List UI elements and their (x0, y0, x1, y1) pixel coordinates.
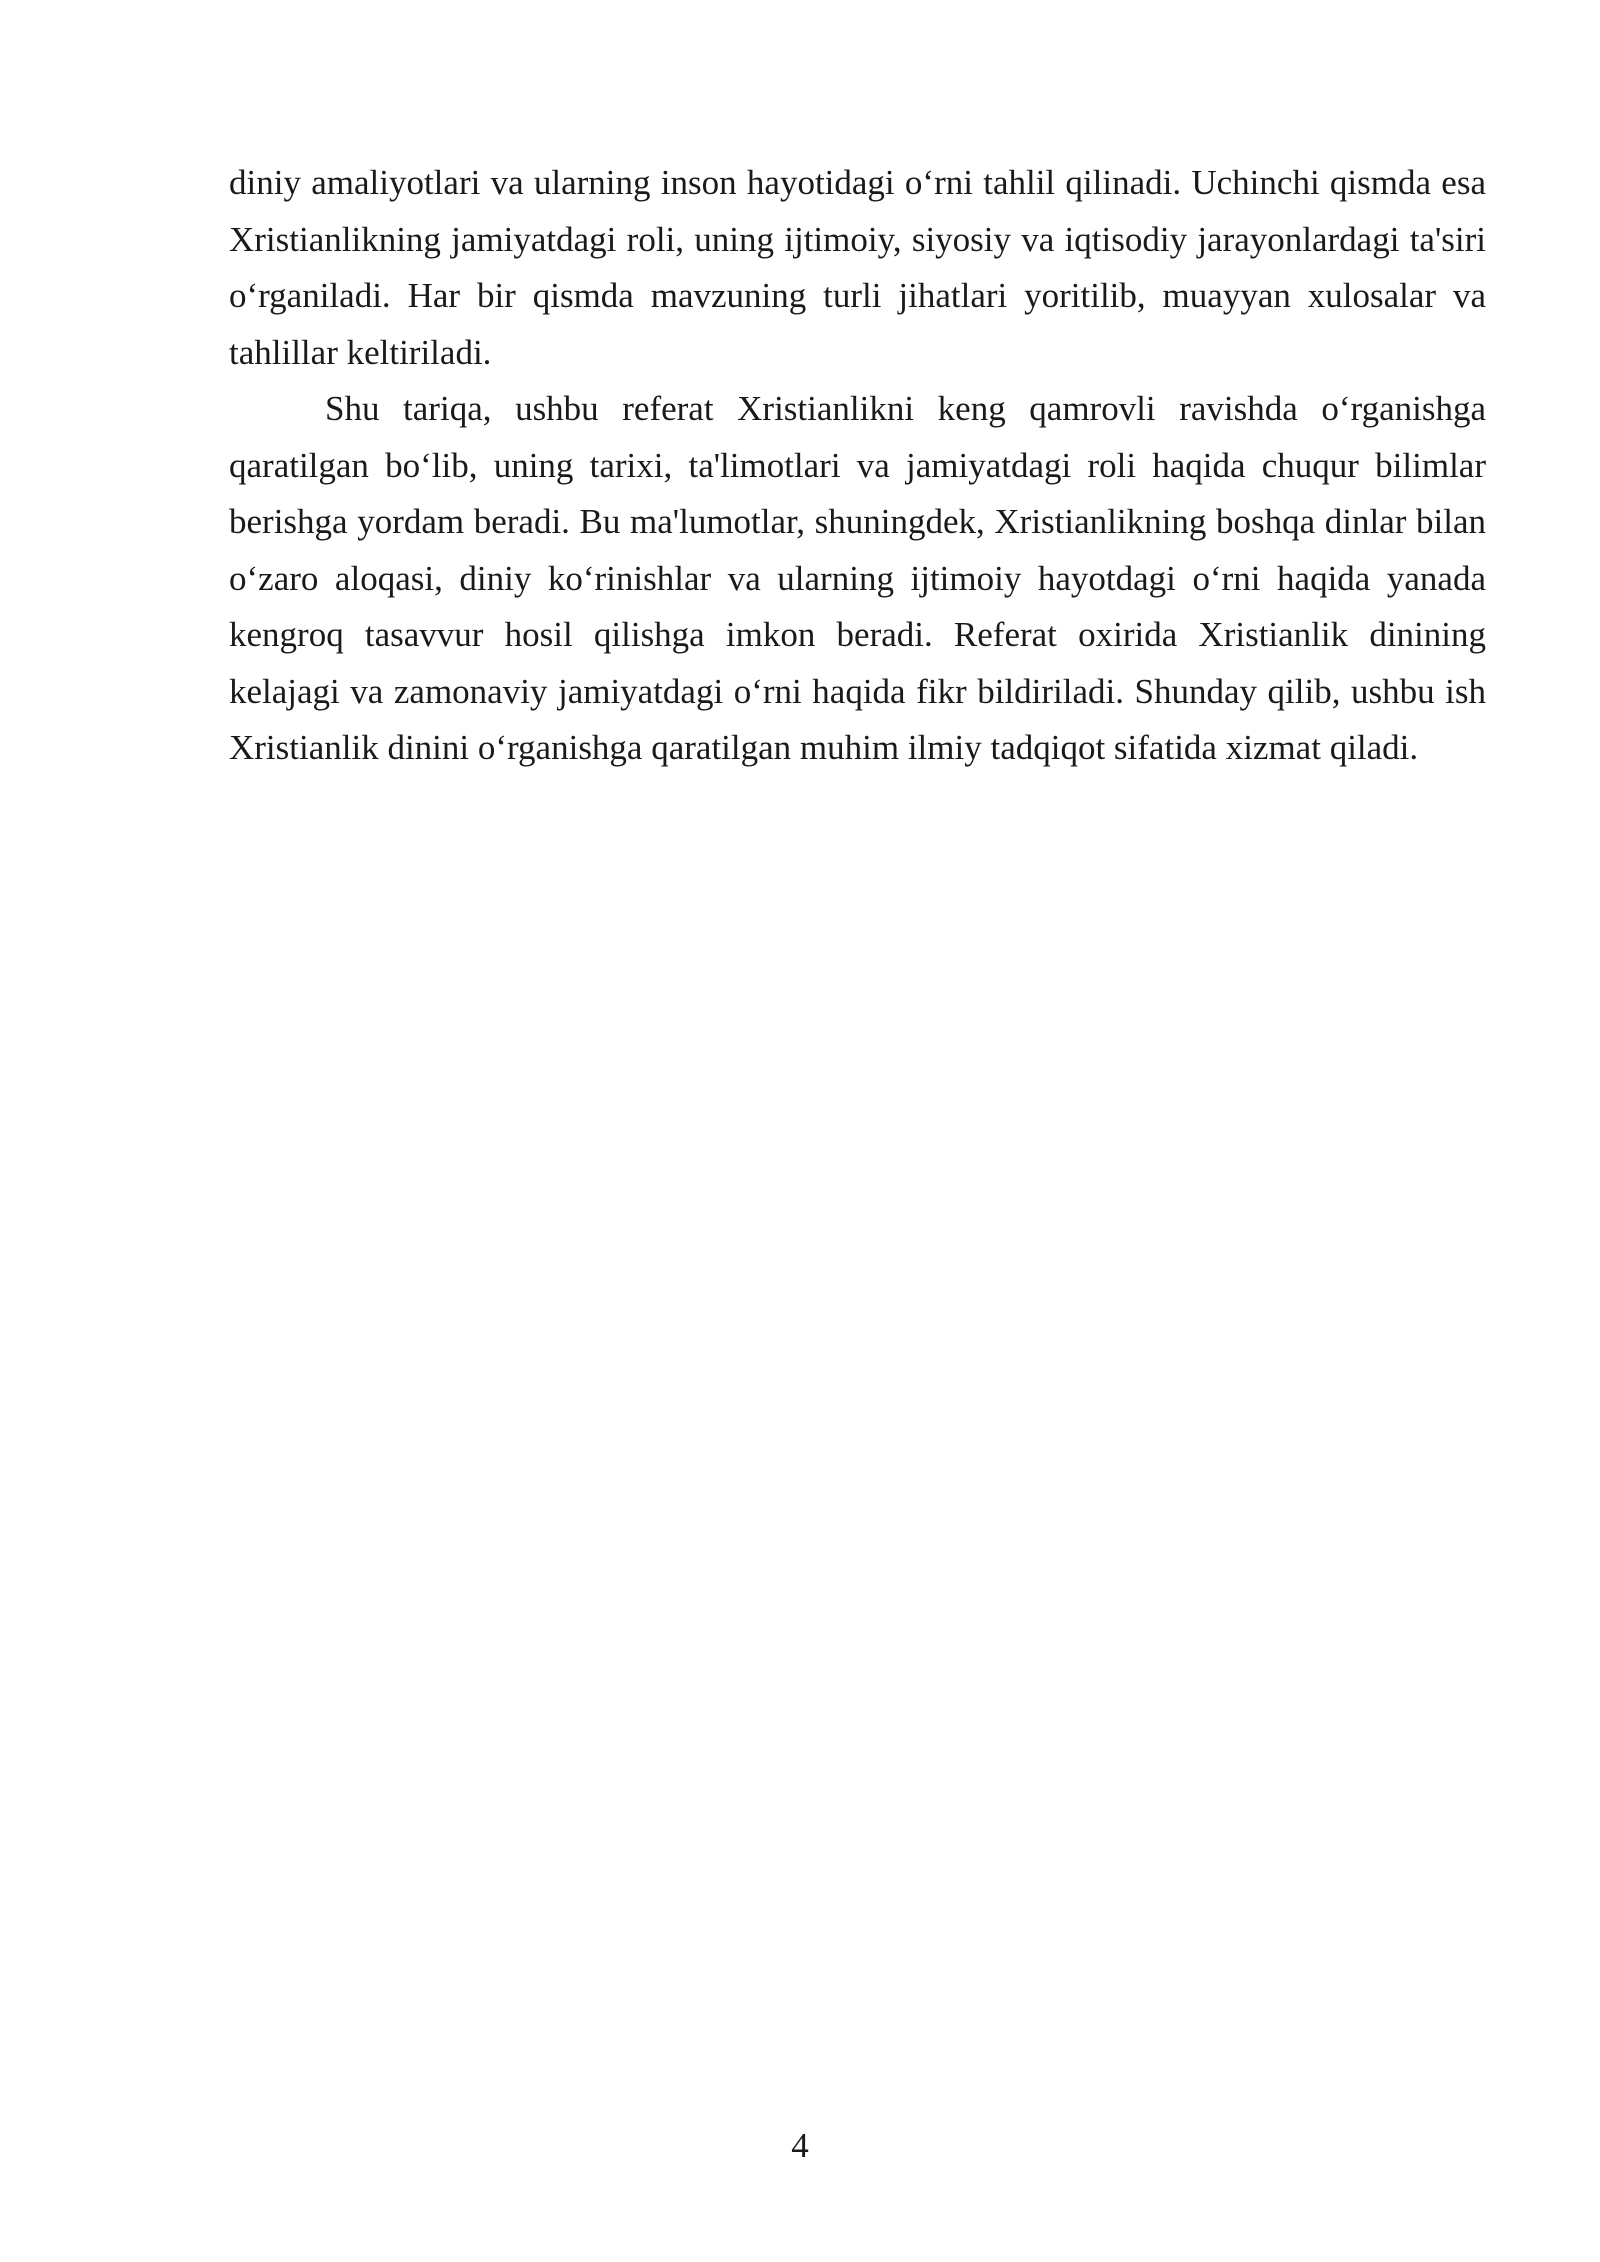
paragraph-summary: Shu tariqa, ushbu referat Xristianlikni keng qamrovli ravishda o‘rganishga qaratilgan bo‘lib, uning tarixi, ta'limotlari va jamiyatdagi roli haqida chuqur bilimlar berishga yordam beradi. Bu ma'lumotlar, shuningdek, Xristianlikning boshqa dinlar bilan o‘zaro aloqasi, diniy ko‘rinishlar va ularning ijtimoiy hayotdagi o‘rni haqida yanada kengroq tasavvur hosil qilishga imkon beradi. Referat oxirida Xristianlik dinining kelajagi va zamonaviy jamiyatdagi o‘rni haqida fikr bildiriladi. Shunday qilib, ushbu ish Xristianlik dinini o‘rganishga qaratilgan muhim ilmiy tadqiqot sifatida xizmat qiladi. (229, 389, 1486, 767)
body-text (229, 155, 1486, 777)
paragraph-continuation: diniy amaliyotlari va ularning inson hayotidagi o‘rni tahlil qilinadi. Uchinchi qismda esa Xristianlikning jamiyatdagi roli, uning ijtimoiy, siyosiy va iqtisodiy jarayonlardagi ta'siri o‘rganiladi. Har bir qismda mavzuning turli jihatlari yoritilib, muayyan xulosalar va tahlillar keltiriladi. (229, 163, 1486, 372)
page-number: 4 (791, 2126, 809, 2165)
